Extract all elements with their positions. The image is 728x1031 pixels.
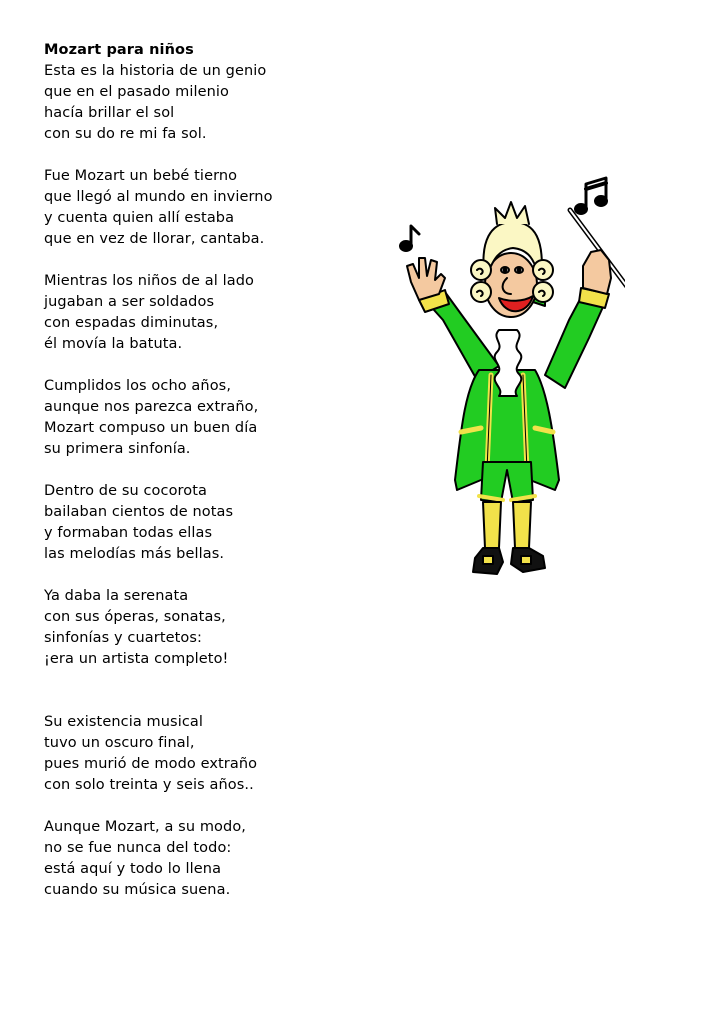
stanza-5 [44, 481, 374, 565]
verse-line: con su do re mi fa sol. [44, 126, 207, 142]
verse-line: Esta es la historia de un genio [44, 63, 267, 79]
stanza-4 [44, 376, 374, 460]
verse-line: con solo treinta y seis años.. [44, 777, 254, 793]
verse-line: que en el pasado milenio [44, 84, 230, 100]
double-music-note-icon [575, 178, 607, 214]
verse-line: Su existencia musical [44, 714, 204, 730]
left-hand [407, 258, 445, 300]
verse-line: con espadas diminutas, [44, 315, 219, 331]
verse-line: hacía brillar el sol [44, 105, 175, 121]
stanza-2 [44, 166, 374, 250]
verse-line: Cumplidos los ocho años, [44, 378, 232, 394]
verse-line: él movía la batuta. [44, 336, 183, 352]
right-hand [583, 250, 611, 294]
mozart-illustration [395, 170, 625, 600]
verse-line: está aquí y todo lo llena [44, 861, 222, 877]
verse-line: bailaban cientos de notas [44, 504, 234, 520]
verse-line: cuando su música suena. [44, 882, 231, 898]
verse-line: que en vez de llorar, cantaba. [44, 231, 265, 247]
verse-line: sinfonías y cuartetos: [44, 630, 203, 646]
verse-line: Ya daba la serenata [44, 588, 189, 604]
verse-line: pues murió de modo extraño [44, 756, 258, 772]
verse-line: Mientras los niños de al lado [44, 273, 254, 289]
verse-line: y formaban todas ellas [44, 525, 213, 541]
jabot-ruffle [495, 330, 522, 396]
stanza-3 [44, 271, 374, 355]
verse-line: Mozart compuso un buen día [44, 420, 258, 436]
stanza-6 [44, 586, 374, 670]
left-stocking [483, 502, 501, 548]
verse-line: y cuenta quien allí estaba [44, 210, 235, 226]
verse-line: que llegó al mundo en invierno [44, 189, 273, 205]
verse-line: Dentro de su cocorota [44, 483, 208, 499]
stanza-8 [44, 817, 374, 901]
verse-line: ¡era un artista completo! [44, 651, 229, 667]
stanza-7 [44, 712, 374, 796]
poem-title: Mozart para niños [44, 42, 194, 58]
right-stocking [513, 502, 531, 548]
music-note-icon [400, 226, 419, 251]
verse-line: aunque nos parezca extraño, [44, 399, 259, 415]
verse-line: no se fue nunca del todo: [44, 840, 232, 856]
verse-line: Fue Mozart un bebé tierno [44, 168, 238, 184]
poem [44, 40, 374, 922]
verse-line: con sus óperas, sonatas, [44, 609, 226, 625]
verse-line: las melodías más bellas. [44, 546, 225, 562]
stanza-1 [44, 61, 374, 145]
verse-line: jugaban a ser soldados [44, 294, 215, 310]
verse-line: su primera sinfonía. [44, 441, 191, 457]
verse-line: tuvo un oscuro final, [44, 735, 195, 751]
verse-line: Aunque Mozart, a su modo, [44, 819, 246, 835]
